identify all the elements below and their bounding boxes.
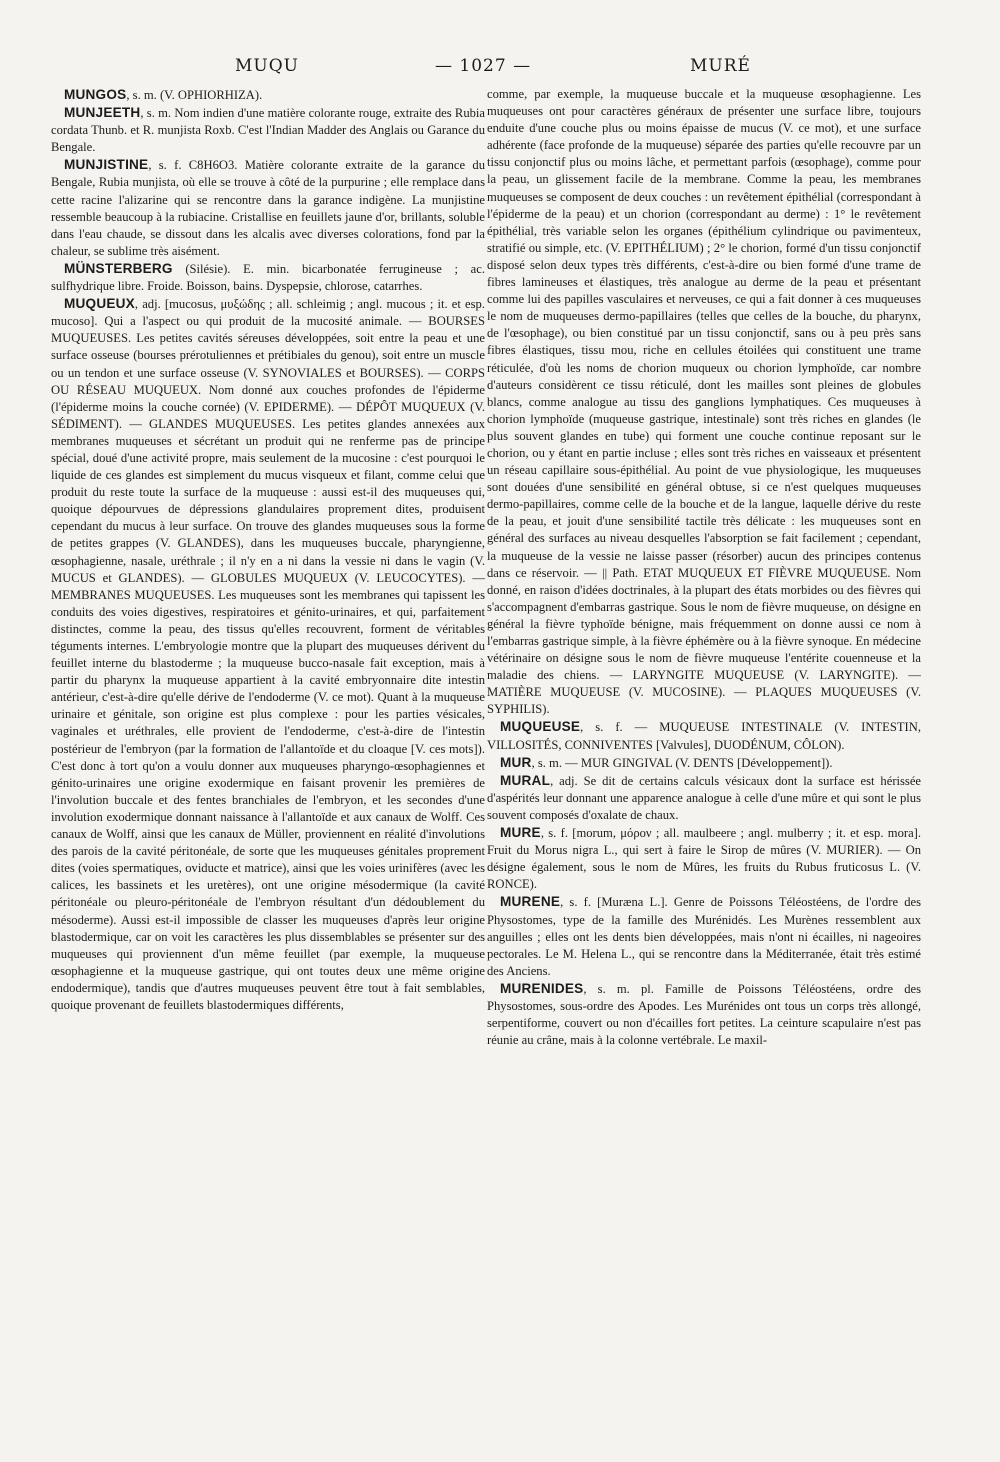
entry-text: , adj. [mucosus, μυξώδης ; all. schleimig ; angl. mucous ; it. et esp. mucoso]. Qui a l'aspect ou qui produit de la mucosité animale. — BOURSES MUQUEUSES. Les petites cavités séreuses développées, soit entre la peau et une surface osseuse (bourses prérotuliennes et prétibiales du genou), soit entre un muscle ou un tendon et une surface osseuse (V. SYNOVIALES et BOURSES). — CORPS OU RÉSEAU MUQUEUX. Nom donné aux couches profondes de l'épiderme (l'épiderme moins la couche cornée) (V. EPIDERME). — DÉPÔT MUQUEUX (V. SÉDIMENT). — GLANDES MUQUEUSES. Les petites glandes annexées aux membranes muqueuses et sécrétant un produit qui ne renferme pas de principe spécial, doué d'une activité propre, mais seulement de la mucosine : c'est pourquoi le liquide de ces glandes est simplement du mucus visqueux et filant, comme celui que produit du reste toute la surface de la muqueuse : aussi est-il des muqueuses qui, quoique dépourvues de dépressions glandulaires proprement dites, produisent cependant du mucus à leur surface. On trouve des glandes muqueuses sous la forme de petites grappes (V. GLANDES), dans les muqueuses buccale, pharyngienne, œsophagienne, nasale, uréthrale ; il n'y en a ni dans la vessie ni dans le vagin (V. MUCUS et GLANDES). — GLOBULES MUQUEUX (V. LEUCOCYTES). — MEMBRANES MUQUEUSES. Les muqueuses sont les membranes qui tapissent les conduits des voies digestives, respiratoires et génito-urinaires, et qui, parfaitement distinctes, comme la peau, des tissus qu'elles recouvrent, forment de véritables téguments internes. L'embryologie montre que la plupart des muqueuses dérivent du feuillet interne du blastoderme ; la muqueuse bucco-nasale fait exception, mais à partir du pharynx la muqueuse appartient à la cavité embryonnaire dite intestin antérieur, c'est-à-dire qu'elle dérive de l'endoderme (V. ce mot). Quant à la muqueuse urinaire et génitale, son origine est plus complexe : pour les parties vésicales, vaginales et uréthrales, elle provient de l'endoderme, c'est-à-dire de l'intestin postérieur de l'embryon (par la formation de l'allantoïde et du cloaque [V. ces mots]). C'est donc à tort qu'on a voulu donner aux muqueuses pharyngo-œsophagiennes et génito-urinaires une origine exodermique en faisant provenir les premières de l'involution buccale et des fentes branchiales de l'embryon, et les secondes d'une involution exodermique donnant naissance à l'allantoïde et aux canaux de Wolff. Ces canaux de Wolff, ainsi que les canaux de Müller, proviennent en réalité d'involutions des parois de la cavité péritonéale, de sorte que les muqueuses génitales proprement dites (voies spermatiques, oviducte et matrice), ainsi que les voies urinifères (avec les calices, les bassinets et les uretères), ont une origine mésodermique (la cavité péritonéale ou pleuro-péritonéale de l'embryon résultant d'un dédoublement du mésoderme). Aussi est-il impossible de classer les muqueuses d'après leur origine blastodermique, car on voit les caractères les plus dissemblables se présenter sur des muqueuses qui proviennent d'un même feuillet (par exemple, la muqueuse œsophagienne et la muqueuse gastrique, qui ont toutes deux une même origine endodermique), tandis que d'autres muqueuses peuvent être tout à fait semblables, quoique provenant de feuillets blastodermiques différents, — [51, 297, 485, 1012]
entry-text: , s. m. (V. OPHIORHIZA). — [126, 88, 263, 102]
headword: MURENIDES — [500, 980, 584, 996]
entry-murene — [487, 893, 921, 979]
running-head — [60, 56, 940, 86]
entry-text: , s. f. [morum, μόρον ; all. maulbeere ; angl. mulberry ; it. et esp. mora]. Fruit du Morus nigra L., qui sert à faire le Sirop de mûres (V. MURIER). — On désigne également, sous le nom de Mûres, les fruits du Rubus fruticosus L. (V. RONCE). — [487, 826, 921, 892]
entry-text: , s. m. — MUR GINGIVAL (V. DENTS [Développement]). — [531, 755, 833, 770]
entry-muqueux-continued — [487, 86, 921, 718]
entry-muqueux — [51, 295, 485, 1014]
entry-mure — [487, 824, 921, 893]
headword: MUQUEUSE — [500, 719, 581, 735]
entry-munsterberg — [51, 260, 485, 295]
entry-mural — [487, 772, 921, 824]
entry-mungos — [51, 86, 485, 104]
entry-text: , s. m. Nom indien d'une matière colorante rouge, extraite des Rubia cordata Thunb. et R. munjista Roxb. C'est l'Indian Madder des Anglais ou Garance du Bengale. — [51, 106, 485, 155]
entry-munjistine — [51, 156, 485, 260]
page-number: — 1027 — — [435, 56, 532, 76]
headword: MUQUEUX — [64, 296, 135, 312]
headword: MUNGOS — [64, 87, 127, 102]
entry-munjeeth — [51, 104, 485, 156]
headword: MUR — [500, 754, 532, 770]
running-head-left: MUQU — [235, 56, 299, 76]
running-head-right: MURÉ — [690, 56, 751, 76]
headword: MURAL — [500, 772, 551, 788]
entry-text: (Silésie). E. min. bicarbonatée ferrugineuse ; ac. sulfhydrique libre. Froide. Boisson, bains. Dyspepsie, chlorose, catarrhes. — [51, 261, 485, 294]
entry-murenides — [487, 980, 921, 1049]
entry-mur — [487, 754, 921, 772]
headword: MURENE — [500, 894, 561, 910]
entry-text: , s. m. pl. Famille de Poissons Téléostéens, ordre des Physostomes, sous-ordre des Apodes. Les Murénides ont tous un corps très allongé, serpentiforme, couvert ou non d'écailles fort petites. La ceinture scapulaire n'est pas réunie au crâne, mais à la colonne vertébrale. Le maxil- — [487, 981, 921, 1048]
entry-text: comme, par exemple, la muqueuse buccale et la muqueuse œsophagienne. Les muqueuses ont pour caractères généraux de présenter une surface libre, toujours enduite d'une couche plus ou moins épaisse de mucus (V. ce mot), et une surface adhérente (face profonde de la muqueuse) séparée des parties qu'elle recouvre par un tissu conjonctif plus ou moins lâche, et permettant parfois (œsophage), comme pour la peau, un glissement facile de la membrane. Comme la peau, les membranes muqueuses se composent de deux couches : un revêtement épithélial (correspondant à l'épiderme de la peau) et un chorion (correspondant au derme) : 1° le revêtement épithélial, très variable selon les organes (épithélium cylindrique ou pavimenteux, stratifié ou simple, etc. (V. EPITHÉLIUM) ; 2° le chorion, formé d'un tissu conjonctif disposé selon deux types très différents, c'est-à-dire ou bien formé d'une trame de fibres lamineuses et élastiques, très analogue au derme de la peau et présentant comme lui des papilles vasculaires et nerveuses, ce qui a fait donner à ces muqueuses le nom de muqueuses dermo-papillaires (telles que celles de la bouche, du pharynx, de l'œsophage), ou bien constitué par un tissu conjonctif, sans ou à peu près sans fibres élastiques, tissu mou, riche en cellules étoilées qui constituent une trame réticulée, d'où les noms de chorion muqueux ou chorion lymphoïde, car nombre d'auteurs considèrent ce tissu réticulé, dont les mailles sont pleines de globules blancs, comme analogue au tissu des ganglions lymphatiques. Ces muqueuses à chorion lymphoïde (muqueuse gastrique, intestinale) sont très riches en glandes (le plus souvent glandes en tube) qui forment une couche continue reposant sur le chorion, ou y étant en partie incluse ; elles sont très riches en vaisseaux et présentent un réseau capillaire sous-épithélial. Au point de vue physiologique, les muqueuses sont douées d'une sensibilité en général obtuse, si ce n'est quelques muqueuses dermo-papillaires, comme celle de la bouche et de la langue, laquelle dérive du reste de la peau, et jouit d'une sensibilité tactile très délicate : les muqueuses sont en général des surfaces au niveau desquelles l'absorption se fait facilement ; cependant, la muqueuse de la vessie ne laisse passer (résorber) aucun des principes contenus dans ce réservoir. — || Path. ETAT MUQUEUX ET FIÈVRE MUQUEUSE. Nom donné, en raison d'idées doctrinales, à la plupart des états morbides ou des fièvres qui s'accompagnent d'embarras gastrique. Sous le nom de fièvre muqueuse, on désigne en général la fièvre typhoïde bénigne, mais fréquemment on donne aussi ce nom à l'embarras gastrique simple, à la fièvre éphémère ou à la fièvre synoque. En médecine vétérinaire on désigne sous le nom de fièvre muqueuse l'entérite couenneuse et la maladie des chiens. — LARYNGITE MUQUEUSE (V. LARYNGITE). — MATIÈRE MUQUEUSE (V. MUCOSINE). — PLAQUES MUQUEUSES (V. SYPHILIS). — [487, 87, 921, 717]
entry-text: , s. f. — MUQUEUSE INTESTINALE (V. INTESTIN, VILLOSITÉS, CONNIVENTES [Valvules], DUODÉNUM, CÔLON). — [487, 720, 921, 752]
entry-muqueuse — [487, 718, 921, 753]
headword: MUNJISTINE — [64, 157, 149, 173]
headword: MUNJEETH — [64, 105, 141, 121]
entry-text: , s. f. [Muræna L.]. Genre de Poissons Téléostéens, de l'ordre des Physostomes, type de la famille des Murénidés. Les Murènes ressemblent aux anguilles ; elles ont les dents bien développées, mais n'ont ni écailles, ni nageoires pectorales. Le M. Helena L., qui se rencontre dans la Méditerranée, était très estimé des Anciens. — [487, 895, 921, 978]
left-column — [51, 86, 485, 1446]
headword: MURE — [500, 825, 541, 841]
entry-text: , adj. Se dit de certains calculs vésicaux dont la surface est hérissée d'aspérités leur donnant une apparence analogue à celle d'une mûre et qui sont le plus souvent composés d'oxalate de chaux. — [487, 773, 921, 822]
headword: MÜNSTERBERG — [64, 260, 173, 276]
right-column — [487, 86, 921, 1446]
entry-text: , s. f. C8H6O3. Matière colorante extraite de la garance du Bengale, Rubia munjista, où elle se trouve à côté de la purpurine ; elle remplace dans cette racine l'alizarine qui se rencontre dans la garance indigène. La munjistine ressemble beaucoup à la rubiacine. Cristallise en feuillets jaune d'or, brillants, soluble dans l'eau chaude, se dissout dans les alcalis avec diverses colorations, fond par la chaleur, se sublime très aisément. — [51, 158, 485, 258]
